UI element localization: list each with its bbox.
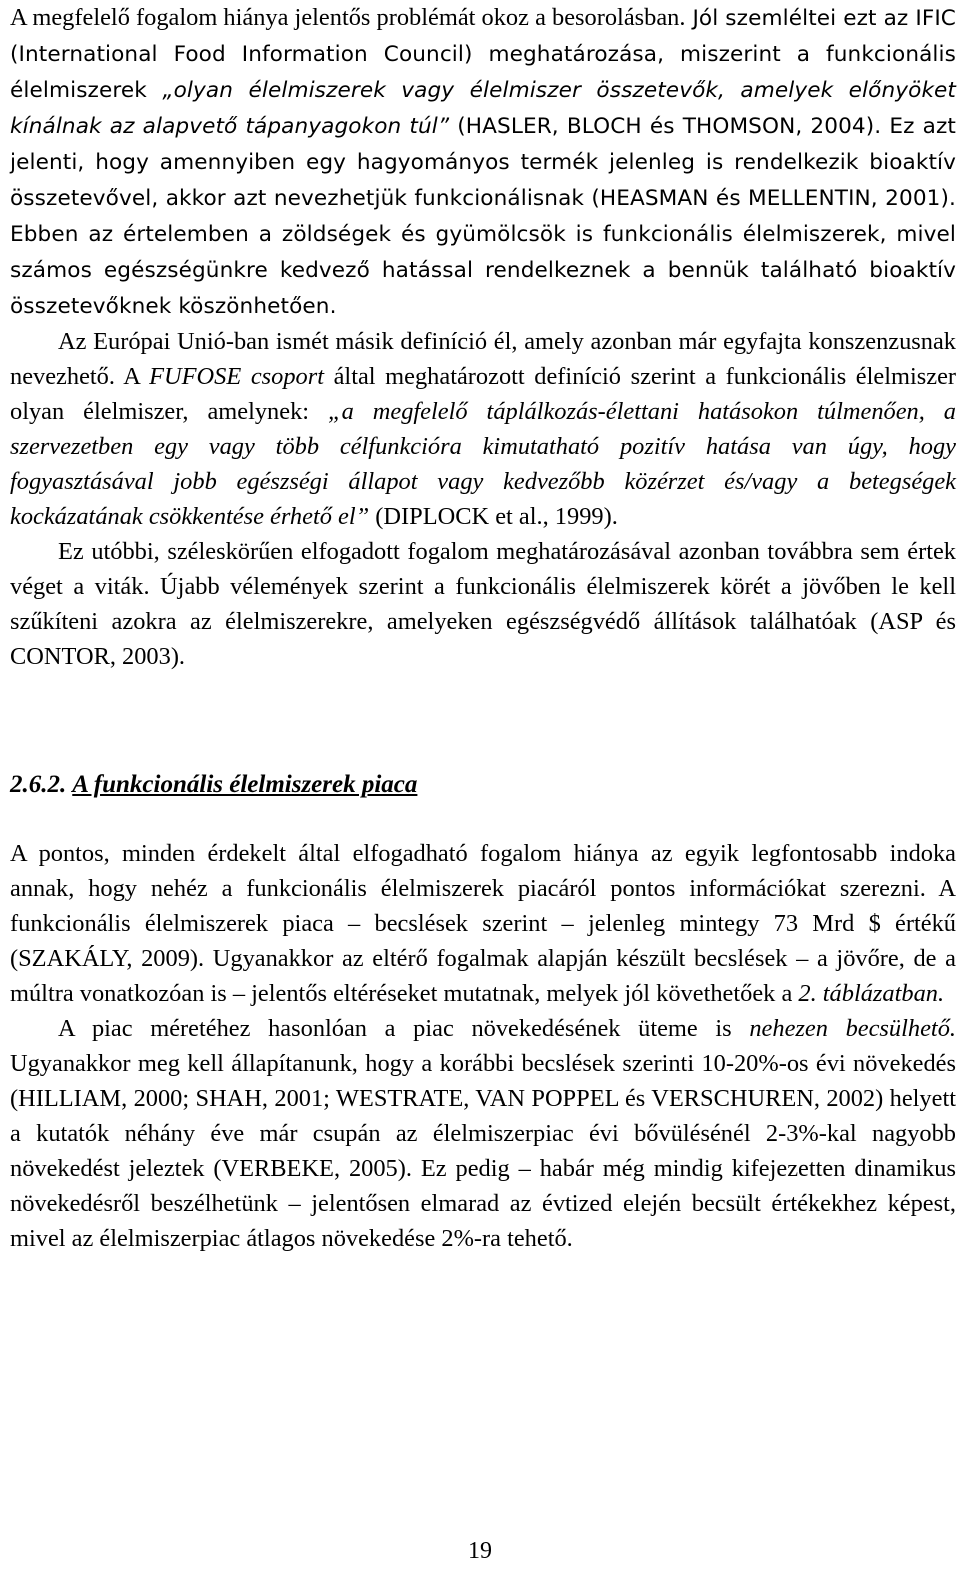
section-title: A funkcionális élelmiszerek piaca	[72, 771, 418, 798]
text-run: (HASLER, BLOCH és THOMSON, 2004). Ez azt jelenti, hogy amennyiben egy hagyományos termék jelenleg is rendelkezik bioaktív összetevővel, akkor azt nevezhetjük funkcionálisnak (HEASMAN és MELLENTIN, 2001). Ebben az értelemben a zöldségek és gyümölcsök is funkcionális élelmiszerek, mivel számos egészségünkre kedvező hatással rendelkeznek a bennük található bioaktív összetevőknek köszönhetően.	[10, 114, 956, 319]
text-run: Az Európai Unió-ban ismét másik definíció él, amely azonban már egyfajta konszenzusnak nevezhető. A	[10, 328, 956, 390]
text-run: A piac méretéhez hasonlóan a piac növekedésének üteme is	[58, 1015, 750, 1042]
section-heading	[10, 767, 417, 802]
quote-ific-definition: „olyan élelmiszerek vagy élelmiszer összetevők, amelyek előnyöket kínálnak az alapvető tápanyagokon túl”	[10, 78, 956, 139]
paragraph-market-growth	[10, 1011, 956, 1256]
text-run: A megfelelő fogalom hiánya jelentős problémát okoz a besorolásban.	[10, 4, 686, 31]
text-run: A pontos, minden érdekelt által elfogadható fogalom hiánya az egyik legfontosabb indoka annak, hogy nehéz a funkcionális élelmiszerek piacáról pontos információkat szerezni. A funkcionális élelmiszerek piaca – becslések szerint – jelenleg mintegy 73 Mrd $ értékű (SZAKÁLY, 2009). Ugyanakkor az eltérő fogalmak alapján készült becslések – a jövőre, de a múltra vonatkozóan is – jelentős eltéréseket mutatnak, melyek jól követhetőek a	[10, 840, 956, 1007]
quote-fufose-definition: „a megfelelő táplálkozás-élettani hatásokon túlmenően, a szervezetben egy vagy több célfunkcióra kimutatható pozitív hatása van úgy, hogy fogyasztásával jobb egészségi állapot vagy kedvezőbb közérzet és/vagy a betegségek kockázatának csökkentése érhető el”	[10, 398, 956, 530]
text-run: Jól szemléltei ezt az IFIC (International Food Information Council) meghatározása, miszerint a funkcionális élelmiszerek	[10, 6, 956, 103]
text-run: (DIPLOCK et al., 1999).	[369, 503, 618, 530]
text-run: által meghatározott definíció szerint a funkcionális élelmiszer olyan élelmiszer, amelynek:	[10, 363, 957, 425]
paragraph-definition-eu	[10, 324, 956, 534]
paragraph-market-size	[10, 836, 956, 1011]
document-page	[10, 0, 957, 1252]
table-reference: 2. táblázatban.	[798, 980, 945, 1007]
paragraph-debate: Ez utóbbi, széleskörűen elfogadott fogalom meghatározásával azonban továbbra sem értek véget a viták. Újabb vélemények szerint a funkcionális élelmiszerek körét a jövőben le kell szűkíteni azokra az élelmiszerekre, amelyeken egészségvédő állítások találhatóak (ASP és CONTOR, 2003).	[10, 538, 956, 670]
text-run: Ugyanakkor meg kell állapítanunk, hogy a korábbi becslések szerinti 10-20%-os évi növekedés (HILLIAM, 2000; SHAH, 2001; WESTRATE, VAN POPPEL és VERSCHUREN, 2002) helyett a kutatók néhány éve már csupán az élelmiszerpiac évi bővülésénél 2-3%-kal nagyobb növekedést jeleztek (VERBEKE, 2005). Ez pedig – habár még mindig kifejezetten dinamikus növekedésről beszélhetünk – jelentősen elmarad az évtized elején becsült értékekhez képest, mivel az élelmiszerpiac átlagos növekedése 2%-ra tehető.	[10, 1050, 956, 1252]
section-number: 2.6.2.	[10, 771, 67, 798]
paragraph-definition-ific	[10, 0, 956, 324]
page-number: 19	[468, 1538, 492, 1564]
emphasis-hard-to-estimate: nehezen becsülhető.	[749, 1015, 956, 1042]
section-body	[10, 836, 956, 1256]
term-fufose: FUFOSE csoport	[149, 363, 324, 390]
